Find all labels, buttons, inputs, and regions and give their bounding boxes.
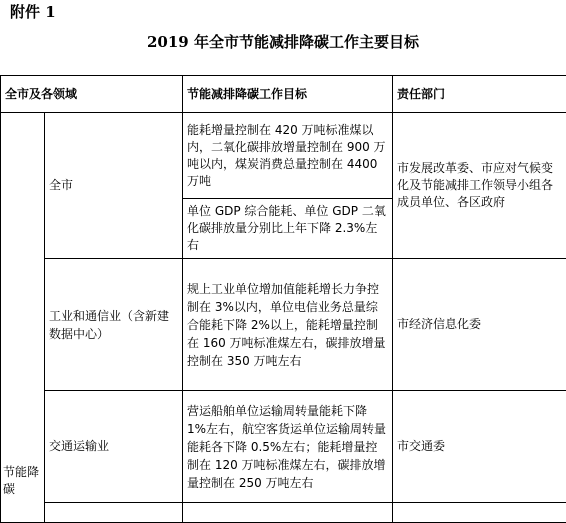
target-text: 规上工业单位增加值能耗增长力争控制在 3%以内，单位电信业务总量综合能耗下降 2%以上，能耗增量控制在 160 万吨标准煤左右，碳排放增量控制在 350 万吨左右	[187, 282, 386, 368]
target-cell	[183, 259, 393, 391]
target-text: 单位 GDP 综合能耗、单位 GDP 二氧化碳排放量分别比上年下降 2.3%左右	[187, 204, 386, 252]
target-text: 营运船舶单位运输周转量能耗下降 1%左右，航空客货运单位运输周转量能耗各下降 0.5%左右；能耗增量控制在 120 万吨标准煤左右，碳排放增量控制在 250 万吨左右	[187, 404, 386, 490]
area-cell	[45, 391, 183, 503]
header-dept: 责任部门	[393, 76, 566, 113]
attachment-label: 附件 1	[10, 2, 56, 22]
area-label: 全市	[49, 178, 73, 192]
dept-cell	[393, 259, 566, 391]
table-header-row	[1, 76, 566, 113]
table-row	[1, 113, 566, 199]
dept-text: 市发展改革委、市应对气候变化及节能减排工作领导小组各成员单位、各区政府	[397, 161, 553, 209]
dept-cell	[393, 113, 566, 259]
targets-table	[0, 75, 566, 523]
header-area: 全市及各领域	[1, 76, 183, 113]
dept-text: 市交通委	[397, 439, 445, 453]
target-cell	[183, 113, 393, 199]
area-cell	[45, 113, 183, 259]
target-cell	[183, 199, 393, 259]
table-row	[1, 259, 566, 391]
header-target: 节能减排降碳工作目标	[183, 76, 393, 113]
dept-cell	[393, 391, 566, 503]
category-label: 节能降碳	[3, 465, 39, 496]
area-label: 工业和通信业（含新建数据中心）	[49, 309, 169, 341]
area-cell	[45, 259, 183, 391]
document-title: 2019 年全市节能减排降碳工作主要目标	[0, 30, 566, 54]
dept-text: 市经济信息化委	[397, 317, 481, 331]
area-label: 交通运输业	[49, 439, 109, 453]
target-text: 能耗增量控制在 420 万吨标准煤以内，二氧化碳排放增量控制在 900 万吨以内，煤炭消费总量控制在 4400 万吨	[187, 123, 386, 188]
category-cell	[1, 113, 45, 523]
target-cell	[183, 391, 393, 503]
table-row	[1, 391, 566, 503]
